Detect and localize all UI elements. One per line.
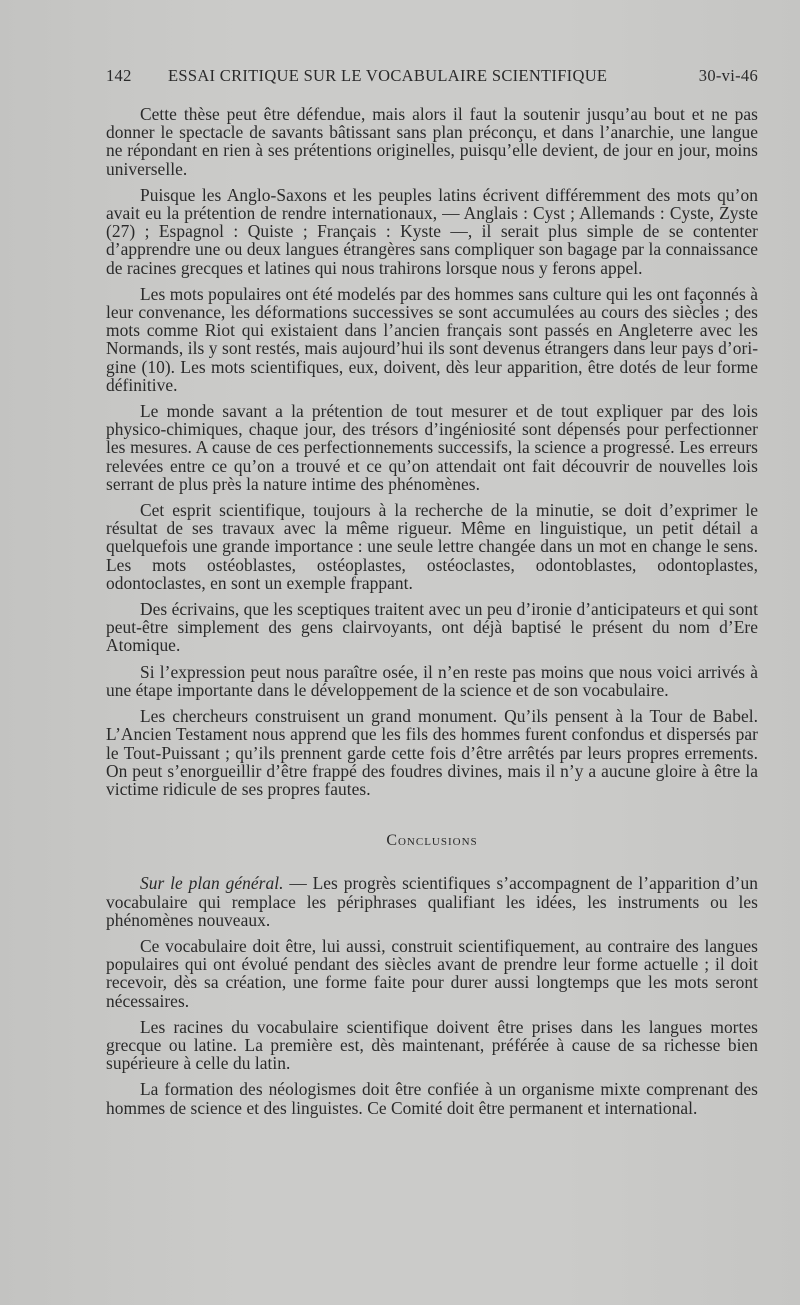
running-header xyxy=(106,66,758,86)
conclusion-paragraph xyxy=(106,874,758,929)
paragraph: Les chercheurs construisent un grand monument. Qu’ils pensent à la Tour de Babel. L’Ancien Testament nous apprend que les fils des hommes furent confondus et dispersés par le Tout-Puissant ; qu’ils prennent garde cette fois d’être arrêtés par leurs propres errements. On peut s’enorgueillir d’être frappé des foudres divines, mais il n’y a aucune gloire à être la victime ridicule de ses propres fautes. xyxy=(106,706,758,799)
running-title: ESSAI CRITIQUE SUR LE VOCABULAIRE SCIENTIFIQUE xyxy=(168,66,608,85)
paragraph: Les mots populaires ont été modelés par des hommes sans culture qui les ont façonnés à leur convenance, les déformations successives se sont accumulées au cours des siècles ; des mots comme Riot qui existaient dans l’ancien français sont passés en Angleterre avec les Normands, ils y sont restés, mais aujourd’hui ils sont devenus étrangers dans leur pays d’origine (10). Les mots scientifiques, eux, doivent, dès leur apparition, être dotés de leur forme définitive. xyxy=(106,283,758,395)
paragraph: Des écrivains, que les sceptiques traitent avec un peu d’ironie d’anticipateurs et qui sont peut-être simplement des gens clairvoyants, ont déjà baptisé le présent du nom d’Ere Atomique. xyxy=(106,599,758,656)
conclusion-lead-rest: — Les progrès scientifiques s’accompagnent de l’apparition d’un vocabulaire qui remplace les périphrases qualifiant les idées, les instruments ou les phénomènes nouveaux. xyxy=(106,873,758,930)
conclusion-paragraph: Les racines du vocabulaire scientifique doivent être prises dans les langues mortes grecque ou latine. La première est, dès maintenant, préférée à cause de sa richesse bien supérieure à celle du latin. xyxy=(106,1016,758,1074)
paragraph: Si l’expression peut nous paraître osée, il n’en reste pas moins que nous voici arrivés à une étape importante dans le développement de la science et de son vocabulaire. xyxy=(106,661,758,700)
paragraph: Cet esprit scientifique, toujours à la recherche de la minutie, se doit d’exprimer le résultat de ses travaux avec la même rigueur. Même en linguistique, un petit détail a quelquefois une grande importance : une seule lettre changée dans un mot en change le sens. Les mots ostéoblastes, ostéoplastes, ostéoclastes, odontoblastes, odontoplastes, odontoclastes, en sont un exemple frappant. xyxy=(106,500,758,593)
paragraph: Puisque les Anglo-Saxons et les peuples latins écrivent différemment des mots qu’on avait eu la prétention de rendre internationaux, — Anglais : Cyst ; Allemands : Cyste, Zyste (27) ; Espagnol : Quiste ; Français : Kyste —, il serait plus simple de se contenter d’apprendre une ou deux langues étrangères sans compliquer son bagage par la connaissance de racines grecques et latines qui nous trahirons lorsque nous y ferons appel. xyxy=(106,184,758,278)
paragraph: Le monde savant a la prétention de tout mesurer et de tout expliquer par des lois physico-chimiques, chaque jour, des trésors d’ingéniosité sont dépensés pour perfectionner les mesures. A cause de ces perfectionnements successifs, la science a progressé. Les erreurs relevées entre ce qu’on a trouvé et ce qu’on attendait ont fait découvrir de nouvelles lois serrant de plus près la nature intime des phénomènes. xyxy=(106,401,758,494)
main-text xyxy=(106,105,758,1117)
header-date: 30-vi-46 xyxy=(698,66,758,85)
conclusion-paragraph: La formation des néologismes doit être confiée à un organisme mixte comprenant des hommes de science et des linguistes. Ce Comité doit être permanent et international. xyxy=(106,1079,758,1118)
conclusions-heading: Conclusions xyxy=(386,832,478,850)
paragraph: Cette thèse peut être défendue, mais alors il faut la soutenir jusqu’au bout et ne pas donner le spectacle de savants bâtissant sans plan préconçu, et dans l’anarchie, une langue ne répondant en rien à ses prétentions originelles, puisqu’elle devient, de jour en jour, moins universelle. xyxy=(106,104,758,179)
conclusion-paragraph: Ce vocabulaire doit être, lui aussi, construit scientifiquement, au contraire des langues populaires qui ont évolué pendant des siècles avant de prendre leur forme actuelle ; il doit recevoir, dès sa création, une forme faite pour durer aussi longtemps que les mots seront nécessaires. xyxy=(106,935,758,1011)
page-number: 142 xyxy=(106,66,132,85)
conclusion-lead: Sur le plan général. xyxy=(140,873,284,894)
